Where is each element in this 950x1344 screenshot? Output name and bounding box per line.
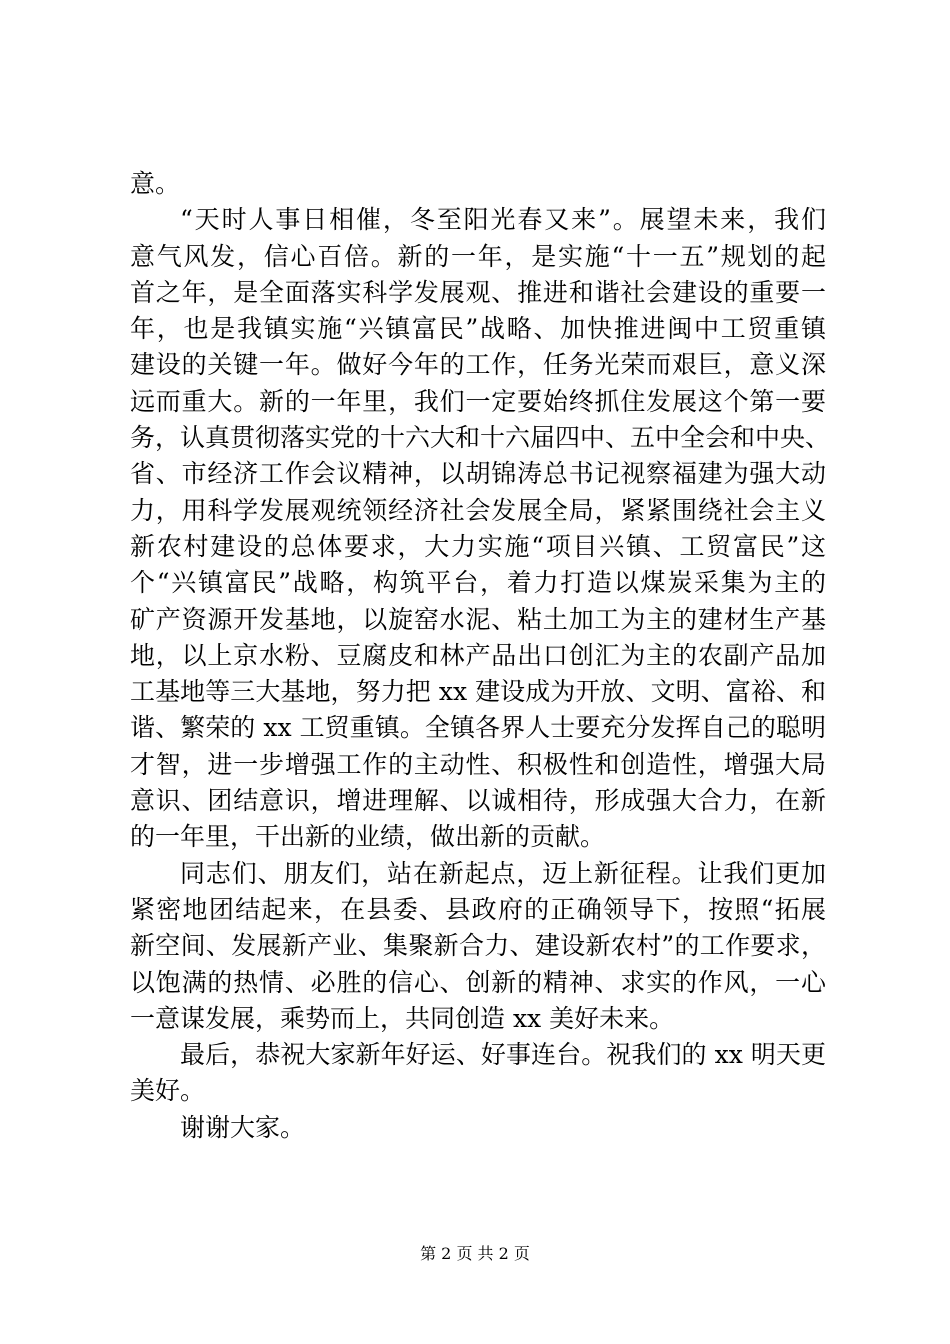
text-line: 美好。	[130, 1076, 206, 1106]
text-line: 以饱满的热情、必胜的信心、创新的精神、求实的作风，一心	[130, 967, 826, 997]
text-line: 务，认真贯彻落实党的十六大和十六届四中、五中全会和中央、	[130, 423, 831, 453]
text-line: 省、市经济工作会议精神，以胡锦涛总书记视察福建为强大动	[130, 459, 826, 489]
text-line: 最后，恭祝大家新年好运、好事连台。祝我们的 xx 明天更	[180, 1040, 826, 1070]
text-line: 同志们、朋友们，站在新起点，迈上新征程。让我们更加	[180, 858, 826, 888]
text-line: 建设的关键一年。做好今年的工作，任务光荣而艰巨，意义深	[130, 350, 826, 380]
text-line: 个“兴镇富民”战略，构筑平台，着力打造以煤炭采集为主的	[130, 568, 826, 598]
text-line: 地，以上京水粉、豆腐皮和林产品出口创汇为主的农副产品加	[130, 640, 826, 670]
text-line: 的一年里，干出新的业绩，做出新的贡献。	[130, 822, 606, 852]
text-line: 年，也是我镇实施“兴镇富民”战略、加快推进闽中工贸重镇	[130, 314, 826, 344]
text-line: 一意谋发展，乘势而上，共同创造 xx 美好未来。	[130, 1003, 675, 1033]
text-line: 新农村建设的总体要求，大力实施“项目兴镇、工贸富民”这	[130, 531, 826, 561]
text-line: 意。	[130, 169, 181, 198]
text-line: 新空间、发展新产业、集聚新合力、建设新农村”的工作要求，	[130, 931, 826, 961]
text-line: 紧密地团结起来，在县委、县政府的正确领导下，按照“拓展	[130, 894, 826, 924]
page-footer: 第 2 页 共 2 页	[420, 1244, 530, 1263]
text-line: 意气风发，信心百倍。新的一年，是实施“十一五”规划的起	[130, 241, 826, 271]
text-line: 力，用科学发展观统领经济社会发展全局，紧紧围绕社会主义	[130, 495, 826, 525]
text-line: “天时人事日相催，冬至阳光春又来”。展望未来，我们	[180, 205, 826, 235]
text-line: 才智，进一步增强工作的主动性、积极性和创造性，增强大局	[130, 749, 826, 779]
text-line: 意识、团结意识，增进理解、以诚相待，形成强大合力，在新	[130, 786, 826, 816]
text-line: 工基地等三大基地，努力把 xx 建设成为开放、文明、富裕、和	[130, 677, 826, 707]
text-line: 谢谢大家。	[180, 1112, 306, 1142]
text-line: 谐、繁荣的 xx 工贸重镇。全镇各界人士要充分发挥自己的聪明	[130, 713, 826, 743]
document-body	[130, 166, 831, 1146]
text-line: 远而重大。新的一年里，我们一定要始终抓住发展这个第一要	[130, 386, 826, 416]
text-line: 矿产资源开发基地，以旋窑水泥、粘土加工为主的建材生产基	[130, 604, 826, 634]
text-line: 首之年，是全面落实科学发展观、推进和谐社会建设的重要一	[130, 277, 826, 307]
